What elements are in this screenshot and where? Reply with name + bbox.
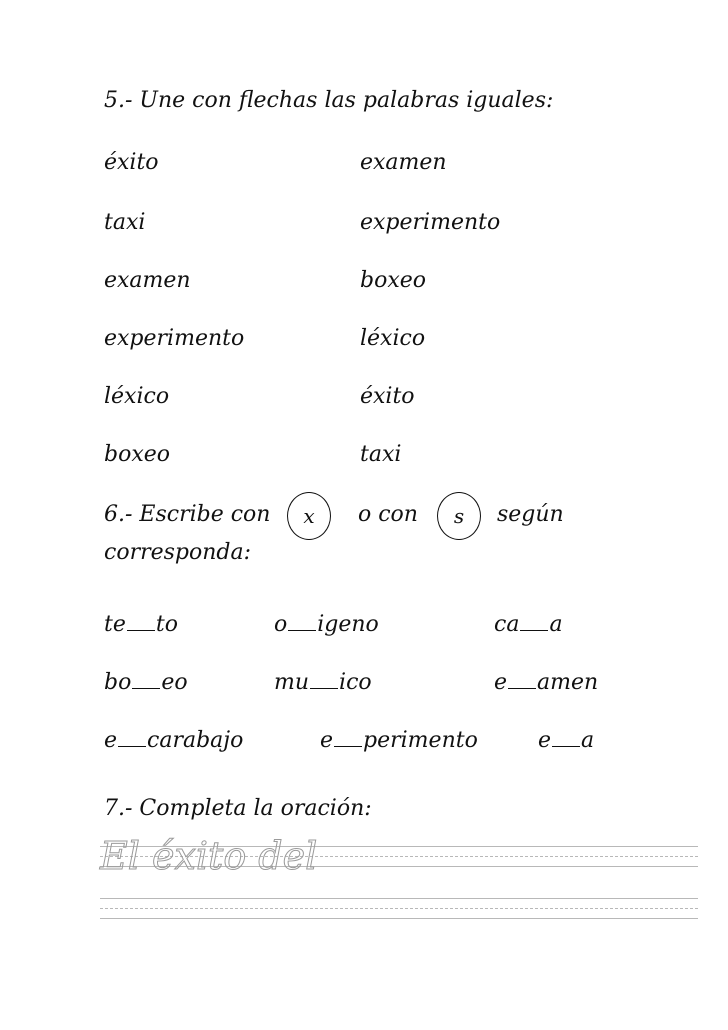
fill-word: e carabajo — [104, 728, 244, 753]
right-word: léxico — [360, 326, 426, 351]
answer-blank[interactable] — [310, 670, 338, 689]
letter-x: x — [303, 504, 315, 528]
section-6-middle: o con — [358, 502, 418, 527]
answer-blank[interactable] — [118, 728, 146, 747]
section-6-line2: corresponda: — [104, 540, 252, 565]
fill-word: e a — [538, 728, 595, 753]
fill-word: mu ico — [274, 670, 372, 695]
writing-guide-line[interactable] — [100, 898, 698, 899]
left-word: boxeo — [104, 442, 170, 467]
answer-blank[interactable] — [127, 612, 155, 631]
fill-word: ca a — [494, 612, 563, 637]
section-6-prefix: 6.- Escribe con — [104, 502, 271, 527]
fill-word: e amen — [494, 670, 599, 695]
answer-blank[interactable] — [552, 728, 580, 747]
section-6-suffix: según — [497, 502, 564, 527]
left-word: éxito — [104, 150, 159, 175]
answer-blank[interactable] — [508, 670, 536, 689]
answer-blank[interactable] — [334, 728, 362, 747]
left-word: experimento — [104, 326, 245, 351]
answer-blank[interactable] — [288, 612, 316, 631]
tracing-text: El éxito del — [100, 834, 318, 878]
right-word: boxeo — [360, 268, 426, 293]
fill-word: e perimento — [320, 728, 478, 753]
left-word: taxi — [104, 210, 146, 235]
section-7-title: 7.- Completa la oración: — [104, 796, 372, 821]
answer-blank[interactable] — [520, 612, 548, 631]
fill-word: o igeno — [274, 612, 379, 637]
letter-s: s — [453, 504, 465, 528]
fill-word: te to — [104, 612, 178, 637]
answer-blank[interactable] — [132, 670, 160, 689]
writing-guide-line — [100, 908, 698, 909]
letter-x-circle — [287, 492, 331, 540]
section-5-title: 5.- Une con flechas las palabras iguales: — [104, 88, 554, 113]
right-word: experimento — [360, 210, 501, 235]
right-word: taxi — [360, 442, 402, 467]
right-word: examen — [360, 150, 447, 175]
left-word: léxico — [104, 384, 170, 409]
right-word: éxito — [360, 384, 415, 409]
fill-word: bo eo — [104, 670, 188, 695]
letter-s-circle — [437, 492, 481, 540]
left-word: examen — [104, 268, 191, 293]
writing-guide-line[interactable] — [100, 918, 698, 919]
